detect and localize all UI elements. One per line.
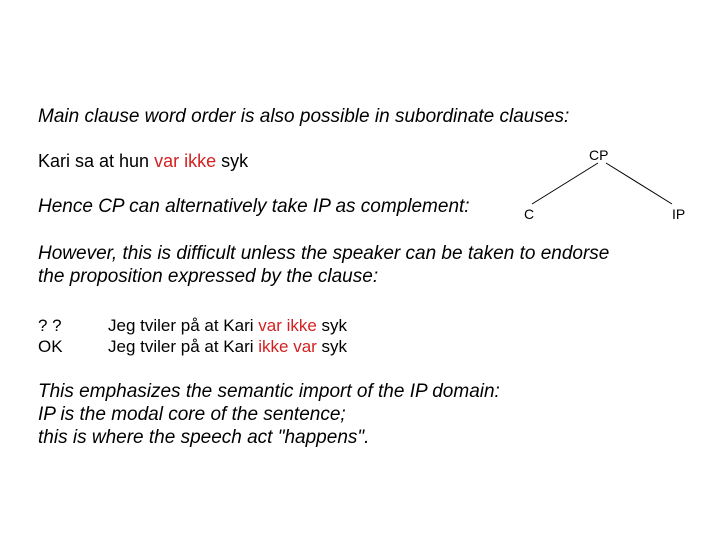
tree-branch-right bbox=[606, 163, 672, 204]
conclusion-line-1: This emphasizes the semantic import of the IP domain: bbox=[38, 381, 500, 402]
heading: Main clause word order is also possible in subordinate clauses: bbox=[38, 106, 570, 127]
conclusion-line-2: IP is the modal core of the sentence; bbox=[38, 404, 346, 425]
example-before: Kari sa at hun bbox=[38, 151, 155, 171]
however-line-1: However, this is difficult unless the speaker can be taken to endorse bbox=[38, 243, 610, 264]
judgment-1: ? ? bbox=[38, 316, 62, 335]
judgment-2: OK bbox=[38, 337, 63, 356]
conclusion-line-3: this is where the speech act "happens". bbox=[38, 427, 370, 448]
example-highlight: var ikke bbox=[154, 151, 217, 171]
example-row-1 bbox=[108, 315, 347, 336]
row2-after: syk bbox=[316, 337, 348, 356]
tree-left-label: C bbox=[524, 206, 535, 222]
tree-branch-left bbox=[532, 163, 598, 204]
however-line-2: the proposition expressed by the clause: bbox=[38, 266, 379, 287]
row1-highlight: var ikke bbox=[258, 316, 317, 335]
tree-right-label: IP bbox=[672, 206, 686, 222]
hence-statement: Hence CP can alternatively take IP as complement: bbox=[38, 196, 470, 217]
example-after: syk bbox=[216, 151, 249, 171]
row1-before: Jeg tviler på at Kari bbox=[108, 316, 259, 335]
row2-highlight: ikke var bbox=[258, 337, 317, 356]
row1-after: syk bbox=[316, 316, 348, 335]
row2-before: Jeg tviler på at Kari bbox=[108, 337, 259, 356]
tree-root-label: CP bbox=[589, 147, 609, 163]
example-row-2 bbox=[108, 336, 347, 357]
